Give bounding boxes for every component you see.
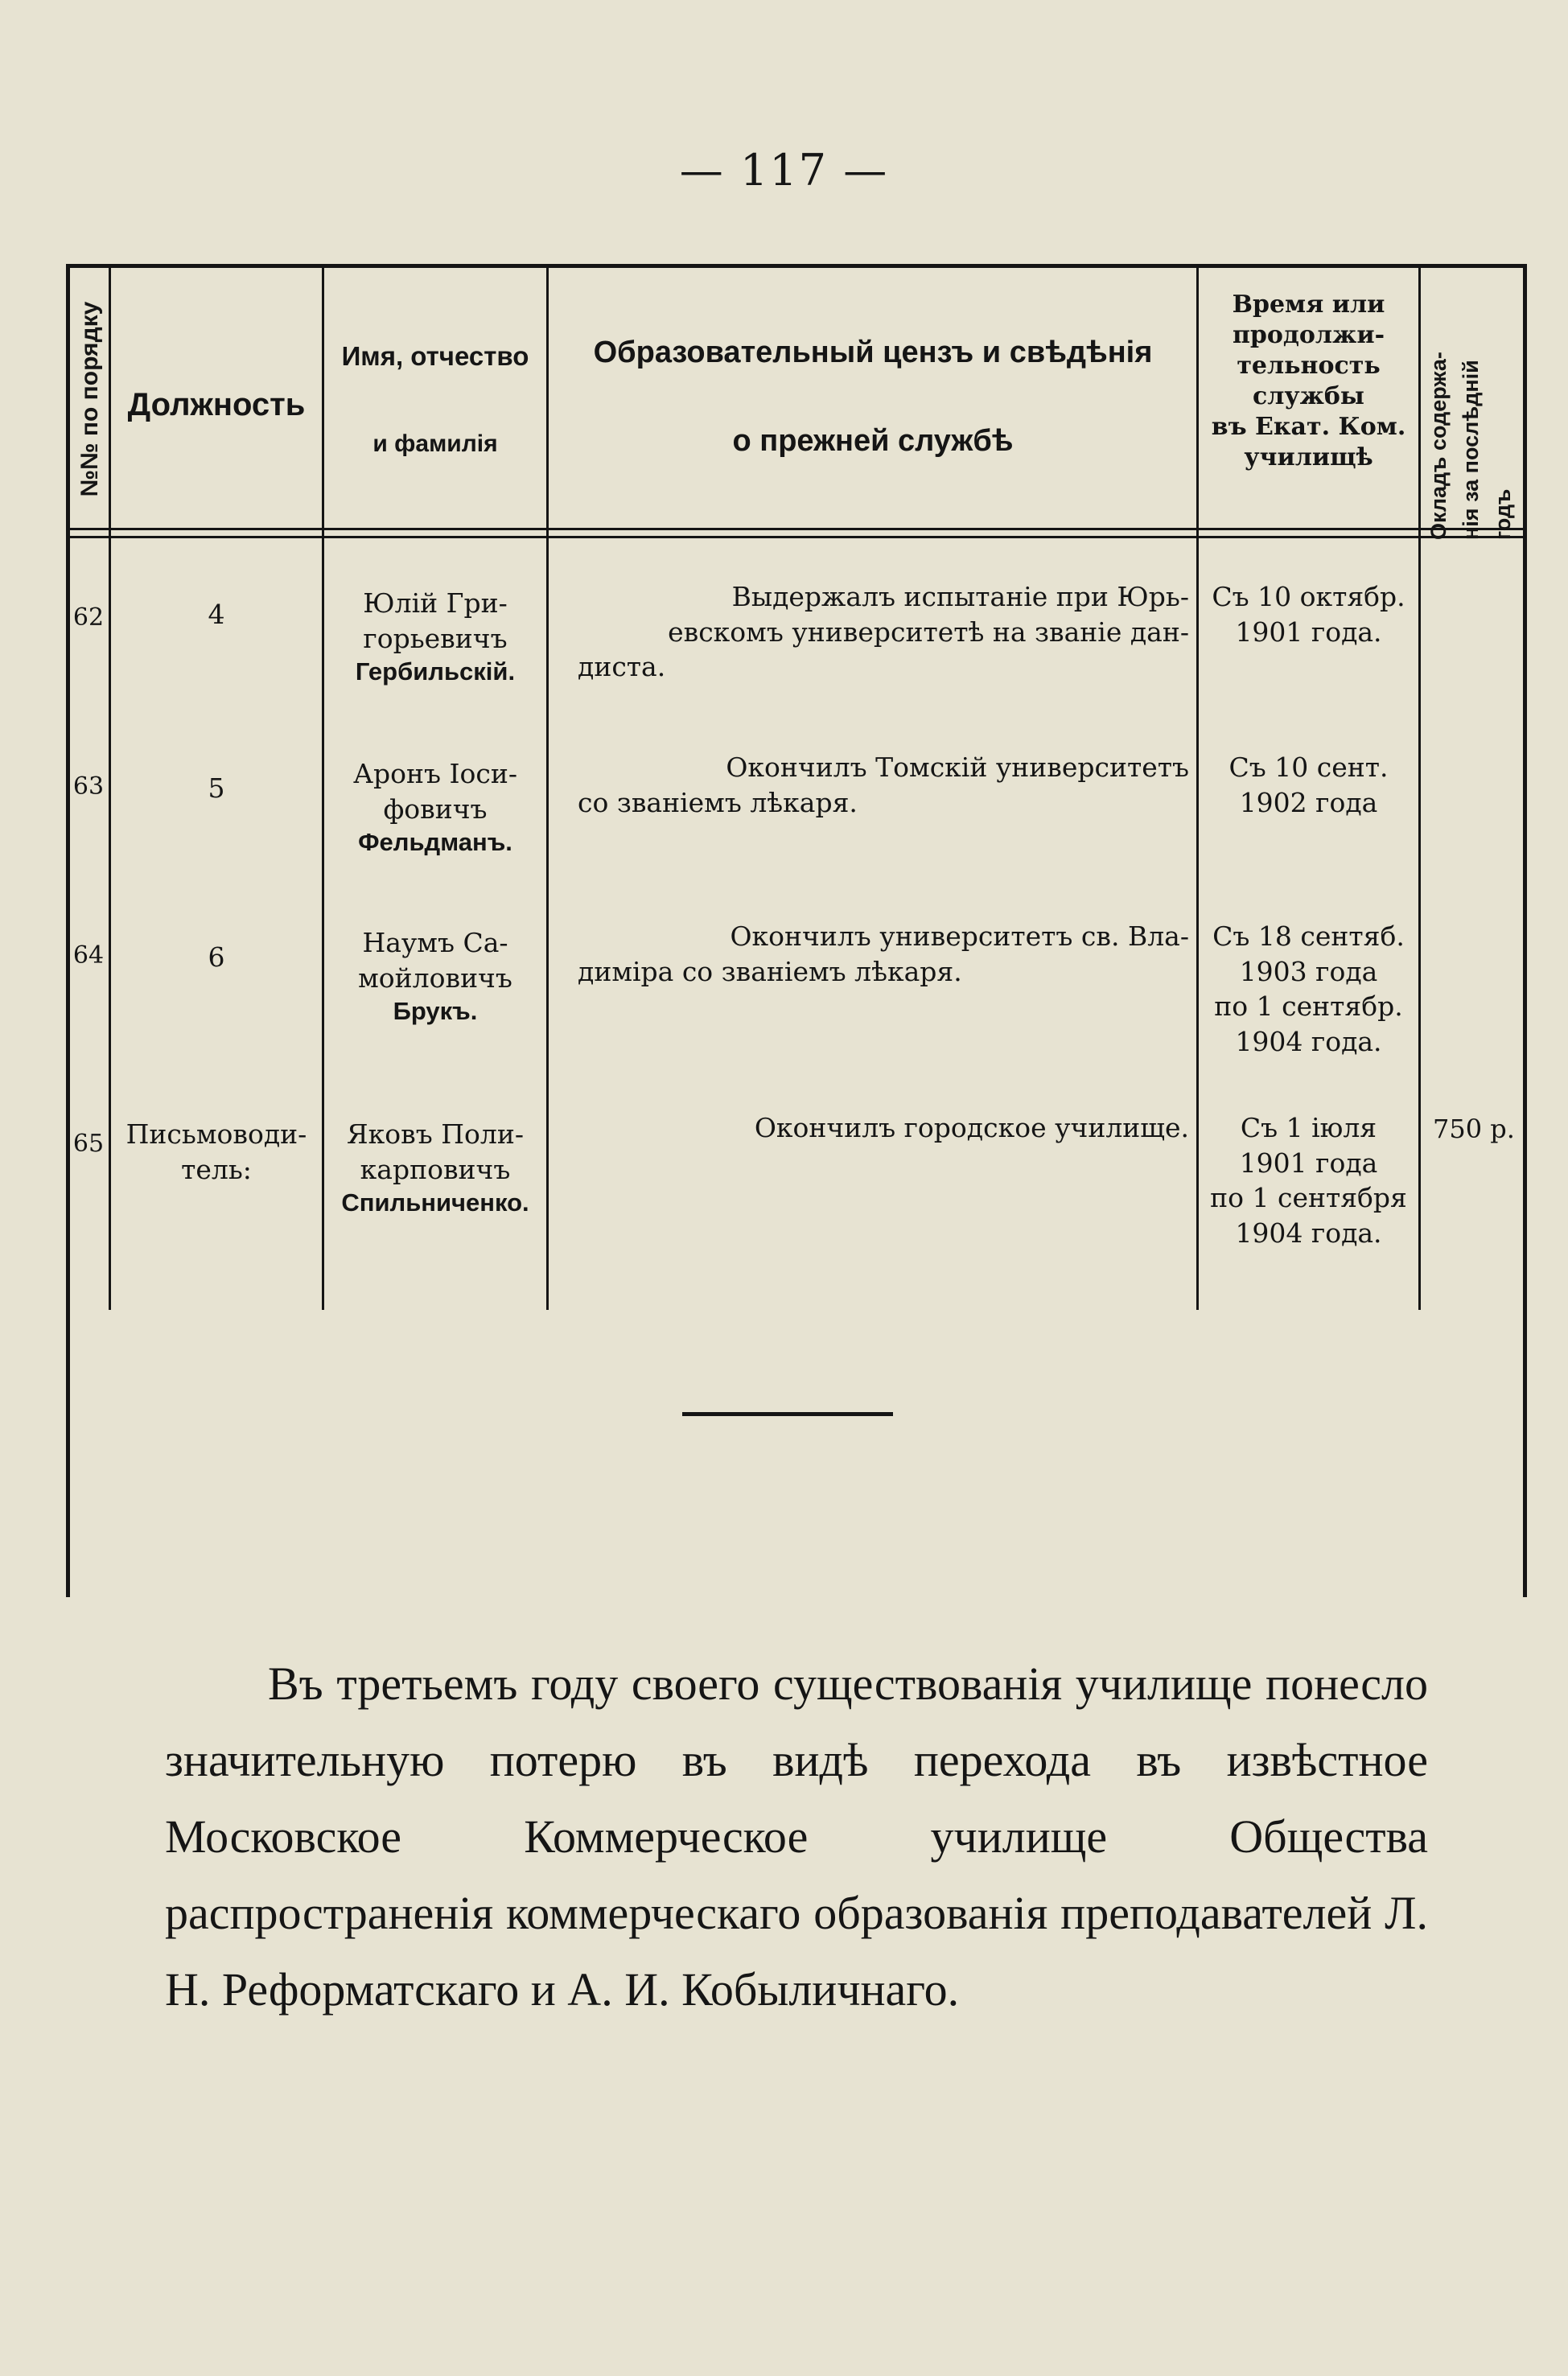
row-number: 63 (72, 772, 105, 801)
row-salary: 750 р. (1433, 1114, 1515, 1144)
page-number: — 117 — (679, 145, 889, 196)
row-service: Съ 10 октябр. 1901 года. (1212, 581, 1405, 648)
row-education: Окончилъ университетъ св. Вла- диміра со званіемъ лѣкаря. (578, 920, 1189, 987)
header-salary: Окладъ содержа- нія за послѣдній годъ (1426, 352, 1515, 540)
row-position: 5 (208, 772, 225, 804)
column-divider-2 (322, 264, 324, 1310)
header-rule-lower (66, 536, 1527, 538)
header-education-line2: о прежней службѣ (732, 424, 1014, 458)
row-name: Аронъ Іоси- фовичъ Фельдманъ. (353, 758, 517, 857)
staff-table (66, 257, 1527, 1597)
row-position: Письмоводи- тель: (126, 1118, 307, 1185)
row-education: Окончилъ Томскій университетъ со званіемъ лѣкаря. (578, 752, 1189, 818)
row-position: 6 (208, 941, 225, 973)
table-right-rule (1523, 264, 1527, 1597)
row-number: 62 (72, 603, 105, 632)
column-divider-4 (1196, 264, 1199, 1310)
header-rule-upper (66, 528, 1527, 530)
row-name: Яковъ Поли- карповичъ Спильниченко. (341, 1118, 529, 1217)
row-number: 64 (72, 941, 105, 970)
header-service-time: Время или продолжи- тельность службы въ Екат. Ком. училищѣ (1211, 290, 1406, 471)
header-position: Должность (127, 387, 306, 422)
column-divider-3 (546, 264, 549, 1310)
row-name: Наумъ Са- мойловичъ Брукъ. (358, 927, 512, 1026)
header-education-line1: Образовательный цензъ и свѣдѣнія (593, 336, 1153, 369)
header-name-line2: и фамилія (372, 430, 498, 457)
header-name-line1: Имя, отчество (341, 341, 529, 371)
row-service: Съ 18 сентяб. 1903 года по 1 сентябр. 1904 года. (1212, 920, 1405, 1057)
column-divider-5 (1418, 264, 1421, 1310)
body-paragraph: Въ третьемъ году своего существованія училище понесло значительную потерю въ видѣ перехода въ извѣстное Московское Коммерческое училище Общества распространенія коммерческаго образованія преподавателей Л. Н. Реформатскаго и А. И. Кобыличнаго. (165, 1657, 1428, 2016)
row-number: 65 (72, 1130, 105, 1158)
header-number: №№ по порядку (76, 301, 103, 497)
row-education: Окончилъ городское училище. (754, 1112, 1189, 1143)
row-name: Юлій Гри- горьевичъ Гербильскій. (355, 587, 516, 686)
row-service: Съ 1 іюля 1901 года по 1 сентября 1904 года. (1210, 1112, 1407, 1249)
section-divider (682, 1412, 893, 1416)
table-top-rule (66, 264, 1527, 268)
row-position: 4 (208, 599, 225, 630)
row-education: Выдержалъ испытаніе при Юрь- евскомъ университетѣ на званіе дан- диста. (578, 581, 1189, 683)
row-service: Съ 10 сент. 1902 года (1228, 752, 1389, 818)
